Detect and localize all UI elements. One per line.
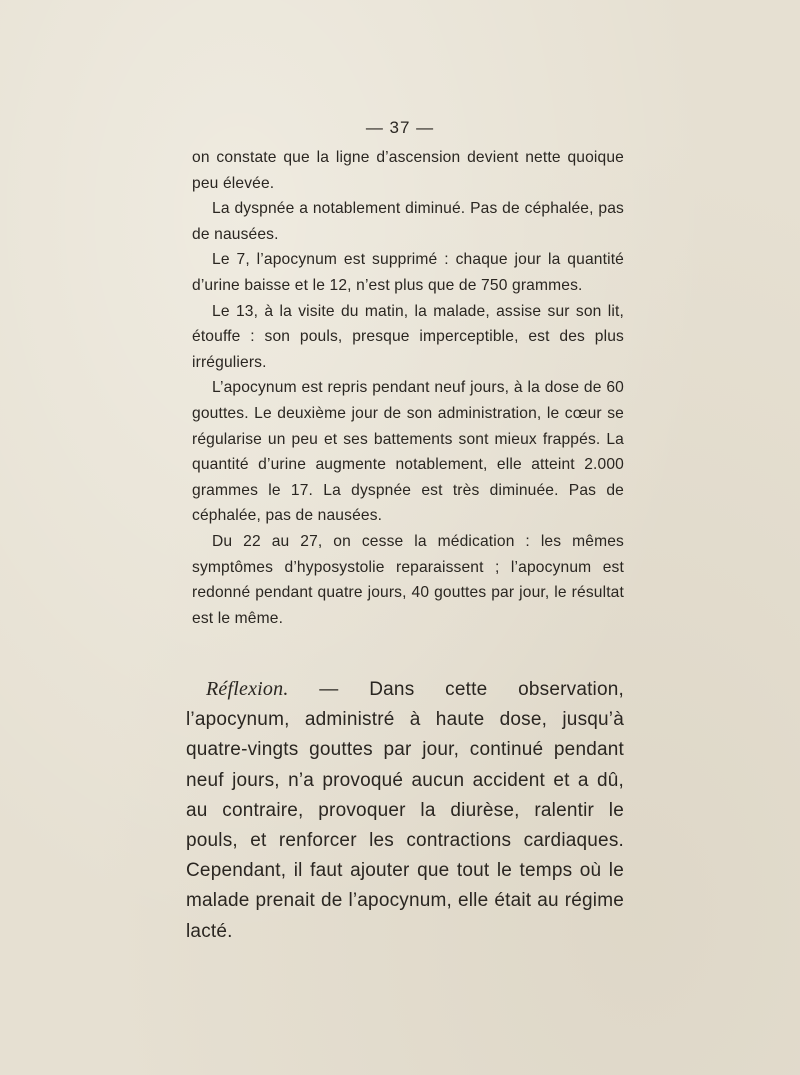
paragraph-3: Le 7, l’apocynum est supprimé : chaque jour la quantité d’urine baisse et le 12, n’est plus que de 750 grammes.	[192, 251, 624, 294]
reflexion-heading: Réflexion.	[206, 678, 289, 700]
paragraph-6: Du 22 au 27, on cesse la médication : les mêmes symptômes d’hyposystolie reparaissent ; l’apocynum est redonné pendant quatre jours, 40 gouttes par jour, le résultat est le même.	[192, 532, 624, 627]
paragraph-1: on constate que la ligne d’ascension devient nette quoique peu élevée.	[192, 149, 624, 192]
body-text	[192, 145, 624, 631]
paragraph-2: La dyspnée a notablement diminué. Pas de céphalée, pas de nausées.	[192, 200, 624, 243]
paragraph-5: L’apocynum est repris pendant neuf jours, à la dose de 60 gouttes. Le deuxième jour de son administration, le cœur se régularise un peu et ses battements sont mieux frappés. La quantité d’urine augmente notablement, elle atteint 2.000 grammes le 17. La dyspnée est très diminuée. Pas de céphalée, pas de nausées.	[192, 379, 624, 525]
paragraph-4: Le 13, à la visite du matin, la malade, assise sur son lit, étouffe : son pouls, presque imperceptible, est des plus irréguliers.	[192, 302, 624, 371]
page-number: — 37 —	[365, 118, 435, 137]
reflexion-text: — Dans cette observation, l’apocynum, administré à haute dose, jusqu’à quatre-vingts gouttes par jour, continué pendant neuf jours, n’a provoqué aucun accident et a dû, au contraire, provoquer la diurèse, ralentir le pouls, et renforcer les contractions cardiaques. Cependant, il faut ajouter que tout le temps où le malade prenait de l’apocynum, elle était au régime lacté.	[186, 679, 624, 942]
reflexion-paragraph	[186, 674, 624, 947]
